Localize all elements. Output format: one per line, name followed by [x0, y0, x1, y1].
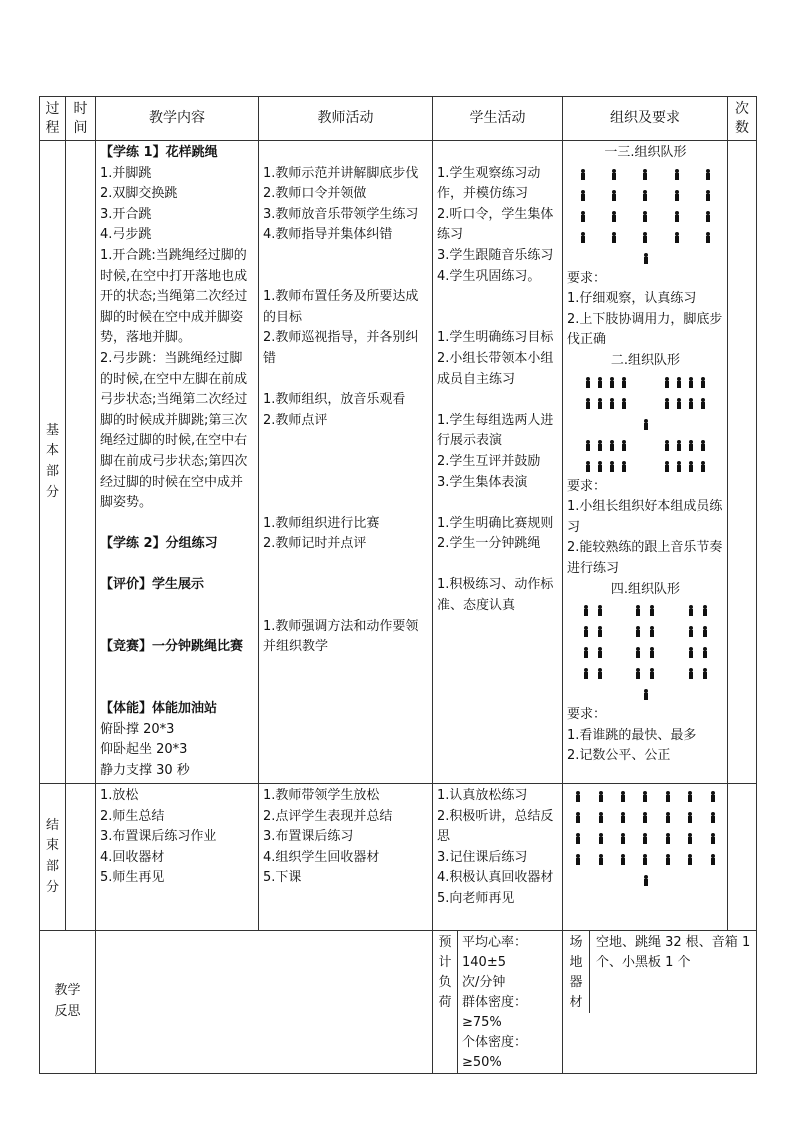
person-icon — [649, 605, 655, 616]
person-icon — [620, 812, 626, 823]
ending-label: 结 束 部 分 — [40, 784, 66, 931]
teacher-step: 1.教师组织进行比赛 — [263, 515, 380, 531]
person-icon — [621, 461, 627, 472]
person-icon — [676, 440, 682, 451]
person-icon — [705, 169, 711, 180]
evaluation-title: 【评价】学生展示 — [100, 577, 205, 593]
requirement: 1.小组长组织好本组成员练习 — [567, 499, 723, 535]
ending-content — [96, 784, 259, 931]
drill1-item: 1.并脚跳 — [100, 165, 152, 181]
ending-item: 3.布置课后练习作业 — [100, 829, 217, 845]
person-icon — [598, 833, 604, 844]
student-step: 1.学生明确比赛规则 — [437, 515, 554, 531]
teacher-step: 4.教师指导并集体纠错 — [263, 227, 393, 243]
header-count: 次 数 — [728, 97, 757, 141]
person-icon — [649, 668, 655, 679]
student-step: 3.学生跟随音乐练习 — [437, 247, 554, 263]
ending-teacher-item: 3.布置课后练习 — [263, 829, 354, 845]
person-icon — [665, 812, 671, 823]
person-icon — [674, 190, 680, 201]
person-icon — [609, 377, 615, 388]
footer-row — [40, 931, 757, 1074]
person-icon — [688, 647, 694, 658]
person-icon — [688, 626, 694, 637]
person-icon — [620, 791, 626, 802]
reflection-content — [96, 931, 433, 1074]
drill1-item: 4.弓步跳 — [100, 227, 152, 243]
person-icon — [580, 211, 586, 222]
person-icon — [597, 398, 603, 409]
drill1-item: 3.开合跳 — [100, 206, 152, 222]
person-icon — [702, 647, 708, 658]
requirement: 1.看谁跳的最快、最多 — [567, 727, 697, 743]
student-step: 4.学生巩固练习。 — [437, 268, 541, 284]
person-icon — [583, 668, 589, 679]
person-icon — [635, 626, 641, 637]
person-icon — [575, 854, 581, 865]
lunge-jump-desc: 2.弓步跳：当跳绳经过脚的时候,在空中左脚在前成弓步状态;当绳第二次经过脚的时候成并脚跳;第三次绳经过脚的时候,在空中右脚在前成弓步状态;第四次经过脚的时候在空中成并脚姿势。 — [100, 350, 248, 511]
ending-student — [433, 784, 563, 931]
person-icon — [700, 461, 706, 472]
person-icon — [635, 668, 641, 679]
person-icon — [710, 791, 716, 802]
person-icon — [688, 377, 694, 388]
ending-student-item: 1.认真放松练习 — [437, 788, 528, 803]
student-step: 1.学生观察练习动作，并模仿练习 — [437, 165, 541, 202]
basic-count — [728, 141, 757, 784]
header-time: 时 间 — [66, 97, 96, 141]
teacher-person-icon — [643, 689, 649, 700]
drill1-title: 【学练 1】花样跳绳 — [100, 145, 218, 160]
teacher-step: 1.教师示范并讲解脚底步伐 — [263, 165, 419, 181]
person-icon — [705, 232, 711, 243]
requirements-label: 要求： — [567, 707, 607, 723]
teacher-step: 2.教师点评 — [263, 412, 328, 428]
person-icon — [664, 377, 670, 388]
formation3-diagram — [567, 600, 724, 705]
person-icon — [664, 461, 670, 472]
teacher-person-icon — [643, 253, 649, 264]
person-icon — [585, 440, 591, 451]
student-step: 2.学生互评并鼓励 — [437, 453, 541, 469]
person-icon — [710, 854, 716, 865]
person-icon — [585, 377, 591, 388]
ending-organization — [563, 784, 728, 931]
person-icon — [676, 377, 682, 388]
person-icon — [688, 668, 694, 679]
header-row — [40, 97, 757, 141]
basic-organization — [563, 141, 728, 784]
teacher-step: 2.教师口令并领做 — [263, 186, 367, 202]
teacher-person-icon — [643, 875, 649, 886]
person-icon — [598, 854, 604, 865]
person-icon — [609, 398, 615, 409]
header-organization: 组织及要求 — [563, 97, 728, 141]
jumping-jack-desc: 1.开合跳:当跳绳经过脚的时候,在空中打开落地也成开的状态;当绳第二次经过脚的时候在空中成并脚姿势，落地并脚。 — [100, 247, 248, 346]
reflection-label: 教学 反思 — [40, 931, 96, 1074]
basic-label: 基 本 部 分 — [40, 141, 66, 784]
load-line: 个体密度：≥50% — [462, 1035, 528, 1070]
teacher-step: 3.教师放音乐带领学生练习 — [263, 206, 419, 222]
person-icon — [597, 626, 603, 637]
ending-student-item: 5.向老师再见 — [437, 890, 515, 906]
person-icon — [676, 398, 682, 409]
basic-teacher — [259, 141, 433, 784]
drill2-title: 【学练 2】分组练习 — [100, 536, 218, 552]
ending-teacher-item: 4.组织学生回收器材 — [263, 849, 380, 865]
person-icon — [642, 833, 648, 844]
person-icon — [642, 812, 648, 823]
person-icon — [597, 461, 603, 472]
requirement: 1.仔细观察，认真练习 — [567, 291, 697, 307]
ending-student-item: 3.记住课后练习 — [437, 849, 528, 865]
person-icon — [702, 668, 708, 679]
person-icon — [621, 440, 627, 451]
person-icon — [597, 668, 603, 679]
student-step: 1.积极练习、动作标准、态度认真 — [437, 577, 554, 614]
person-icon — [702, 605, 708, 616]
teacher-step: 1.教师组织，放音乐观看 — [263, 392, 406, 408]
person-icon — [688, 398, 694, 409]
ending-row — [40, 784, 757, 931]
header-student: 学生活动 — [433, 97, 563, 141]
basic-row — [40, 141, 757, 784]
person-icon — [687, 791, 693, 802]
requirement: 2.记数公平、公正 — [567, 748, 671, 764]
student-step: 1.学生每组选两人进行展示表演 — [437, 412, 554, 449]
person-icon — [665, 791, 671, 802]
person-icon — [597, 605, 603, 616]
person-icon — [580, 169, 586, 180]
fitness-title: 【体能】体能加油站 — [100, 701, 218, 717]
person-icon — [710, 833, 716, 844]
fitness-item: 仰卧起坐 20*3 — [100, 742, 188, 758]
lesson-plan-table — [39, 96, 757, 1074]
person-icon — [611, 232, 617, 243]
ending-formation-diagram — [567, 786, 724, 891]
person-icon — [674, 211, 680, 222]
person-icon — [597, 440, 603, 451]
person-icon — [575, 791, 581, 802]
fitness-item: 俯卧撑 20*3 — [100, 721, 175, 737]
person-icon — [635, 605, 641, 616]
header-process: 过 程 — [40, 97, 66, 141]
load-line: 次/分钟 — [462, 975, 506, 990]
person-icon — [642, 211, 648, 222]
person-icon — [583, 647, 589, 658]
ending-time — [66, 784, 96, 931]
ending-count — [728, 784, 757, 931]
person-icon — [674, 232, 680, 243]
person-icon — [642, 854, 648, 865]
ending-item: 2.师生总结 — [100, 808, 165, 824]
person-icon — [585, 398, 591, 409]
requirement: 2.能较熟练的跟上音乐节奏进行练习 — [567, 540, 723, 576]
person-icon — [609, 461, 615, 472]
teacher-step: 2.教师巡视指导，并各别纠错 — [263, 330, 419, 366]
person-icon — [598, 791, 604, 802]
person-icon — [642, 232, 648, 243]
person-icon — [710, 812, 716, 823]
student-step: 2.学生一分钟跳绳 — [437, 536, 541, 552]
student-step: 2.小组长带领本小组成员自主练习 — [437, 350, 554, 387]
person-icon — [705, 190, 711, 201]
person-icon — [700, 440, 706, 451]
formation1-title: 一三.组织队形 — [604, 145, 687, 160]
person-icon — [611, 169, 617, 180]
fitness-item: 静力支撑 30 秒 — [100, 762, 190, 778]
teacher-person-icon — [643, 419, 649, 430]
basic-student — [433, 141, 563, 784]
person-icon — [611, 211, 617, 222]
person-icon — [687, 833, 693, 844]
ending-student-item: 4.积极认真回收器材 — [437, 870, 554, 886]
person-icon — [598, 812, 604, 823]
person-icon — [665, 833, 671, 844]
header-content: 教学内容 — [96, 97, 259, 141]
person-icon — [702, 626, 708, 637]
person-icon — [642, 169, 648, 180]
load-line: 平均心率：140±5 — [462, 935, 528, 970]
drill1-item: 2.双脚交换跳 — [100, 186, 178, 202]
person-icon — [649, 647, 655, 658]
person-icon — [676, 461, 682, 472]
person-icon — [611, 190, 617, 201]
venue-text: 空地、跳绳 32 根、音箱 1 个、小黑板 1 个 — [596, 935, 755, 970]
person-icon — [687, 854, 693, 865]
person-icon — [642, 190, 648, 201]
person-icon — [700, 398, 706, 409]
competition-title: 【竞赛】一分钟跳绳比赛 — [100, 639, 244, 655]
student-step: 1.学生明确练习目标 — [437, 330, 554, 346]
load-label: 预 计 负 荷 — [433, 931, 458, 1073]
person-icon — [664, 398, 670, 409]
venue-cell — [563, 931, 757, 1074]
teacher-step: 1.教师布置任务及所要达成的目标 — [263, 289, 419, 325]
venue-label: 场 地 器 材 — [563, 931, 590, 1013]
person-icon — [635, 647, 641, 658]
student-step: 3.学生集体表演 — [437, 474, 528, 490]
person-icon — [687, 812, 693, 823]
person-icon — [688, 461, 694, 472]
ending-item: 5.师生再见 — [100, 870, 165, 886]
person-icon — [609, 440, 615, 451]
person-icon — [621, 398, 627, 409]
formation2-title: 二.组织队形 — [610, 352, 681, 368]
person-icon — [580, 190, 586, 201]
person-icon — [620, 854, 626, 865]
ending-teacher-item: 1.教师带领学生放松 — [263, 788, 380, 803]
person-icon — [674, 169, 680, 180]
header-teacher: 教师活动 — [259, 97, 433, 141]
ending-item: 4.回收器材 — [100, 849, 165, 865]
person-icon — [665, 854, 671, 865]
ending-teacher-item: 5.下课 — [263, 870, 302, 886]
person-icon — [583, 605, 589, 616]
formation1-diagram — [567, 164, 724, 269]
person-icon — [583, 626, 589, 637]
load-values — [458, 931, 562, 1073]
basic-time — [66, 141, 96, 784]
person-icon — [649, 626, 655, 637]
load-cell — [433, 931, 563, 1074]
person-icon — [575, 833, 581, 844]
ending-teacher-item: 2.点评学生表现并总结 — [263, 808, 393, 824]
requirement: 2.上下肢协调用力，脚底步伐正确 — [567, 311, 723, 348]
person-icon — [705, 211, 711, 222]
person-icon — [700, 377, 706, 388]
ending-teacher — [259, 784, 433, 931]
formation3-title: 四.组织队形 — [610, 581, 681, 597]
person-icon — [664, 440, 670, 451]
load-line: 群体密度：≥75% — [462, 995, 528, 1030]
student-step: 2.听口令，学生集体练习 — [437, 206, 554, 243]
person-icon — [620, 833, 626, 844]
requirements-label: 要求： — [567, 270, 607, 286]
requirements-label: 要求： — [567, 478, 607, 494]
person-icon — [575, 812, 581, 823]
person-icon — [621, 377, 627, 388]
ending-item: 1.放松 — [100, 788, 139, 803]
teacher-step: 1.教师强调方法和动作要领并组织教学 — [263, 618, 419, 655]
ending-student-item: 2.积极听讲，总结反思 — [437, 808, 554, 845]
person-icon — [585, 461, 591, 472]
person-icon — [580, 232, 586, 243]
person-icon — [642, 791, 648, 802]
person-icon — [597, 647, 603, 658]
person-icon — [688, 440, 694, 451]
person-icon — [688, 605, 694, 616]
basic-content — [96, 141, 259, 784]
formation2-diagram — [567, 372, 724, 477]
teacher-step: 2.教师记时并点评 — [263, 536, 367, 552]
person-icon — [597, 377, 603, 388]
